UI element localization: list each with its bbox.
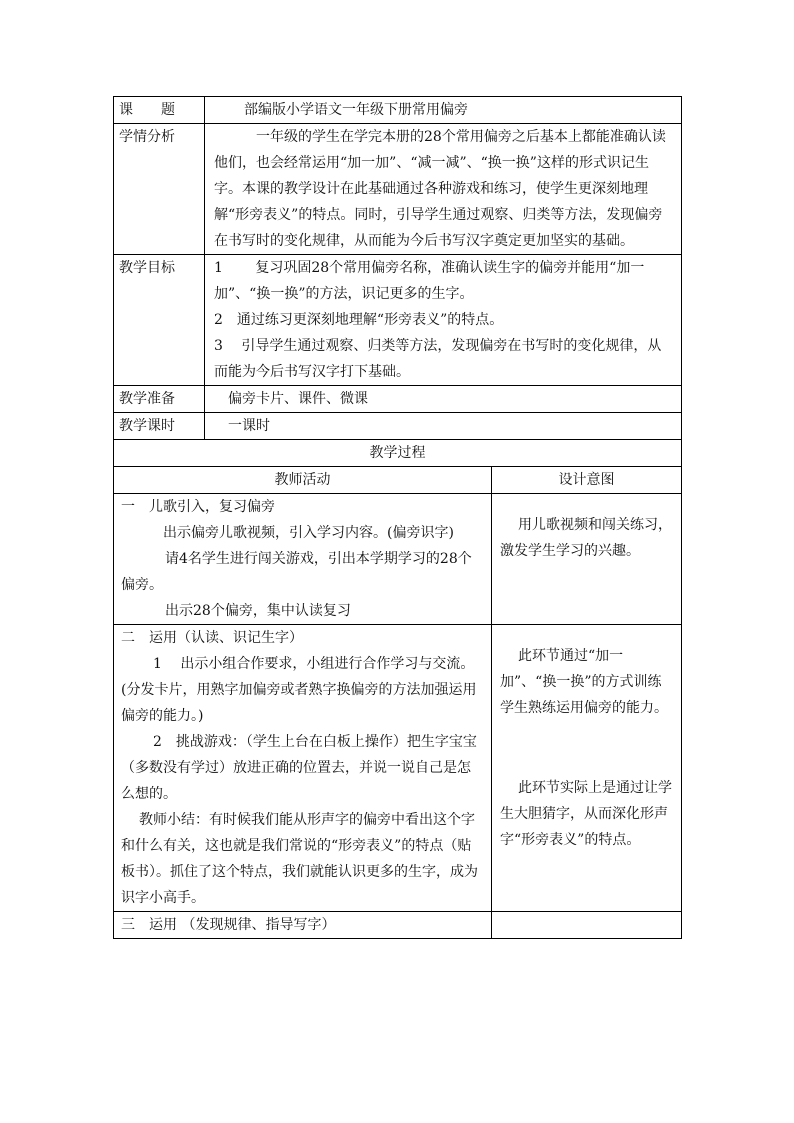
goal-item-1: 1 复习巩固28个常用偏旁名称，准确认读生字的偏旁并能用“加一加”、“换一换”的方法，识记更多的生字。	[214, 260, 645, 302]
lesson-plan-table	[113, 96, 682, 939]
section-1-para-2: 请4名学生进行闯关游戏，引出本学期学习的28个偏旁。	[121, 551, 472, 593]
design-intent-header: 设计意图	[492, 467, 682, 494]
topic-row	[114, 97, 682, 124]
section-3-heading: 三 运用 （发现规律、指导写字）	[114, 912, 492, 939]
analysis-row	[114, 124, 682, 255]
hours-label: 教学课时	[114, 413, 205, 440]
section-1-row	[114, 494, 682, 625]
section-2-heading: 二 运用（认读、识记生字）	[121, 630, 303, 646]
hours-row	[114, 413, 682, 440]
goal-item-3: 3 引导学生通过观察、归类等方法，发现偏旁在书写时的变化规律，从而能为今后书写汉字打下基础。	[214, 338, 662, 380]
process-header-row	[114, 467, 682, 494]
section-2-para-2: 2 挑战游戏：（学生上台在白板上操作）把生字宝宝（多数没有学过）放进正确的位置去，并说一说自己是怎么想的。	[121, 734, 477, 802]
topic-value: 部编版小学语文一年级下册常用偏旁	[205, 97, 682, 124]
hours-value: 一课时	[205, 413, 682, 440]
section-2-design-2: 此环节实际上是通过让学生大胆猜字，从而深化形声字“形旁表义”的特点。	[500, 780, 672, 848]
goals-row	[114, 255, 682, 386]
goal-item-2: 2 通过练习更深刻地理解“形旁表义”的特点。	[214, 312, 504, 328]
teacher-activity-header: 教师活动	[114, 467, 492, 494]
prep-row	[114, 386, 682, 413]
section-2-para-1: 1 出示小组合作要求，小组进行合作学习与交流。(分发卡片，用熟字加偏旁或者熟字换偏旁的方法加强运用偏旁的能力。)	[121, 656, 477, 724]
section-3-row	[114, 912, 682, 939]
analysis-text: 一年级的学生在学完本册的28个常用偏旁之后基本上都能准确认读他们，也会经常运用“加一加”、“减一减”、“换一换”这样的形式识记生字。本课的教学设计在此基础通过各种游戏和练习，使学生更深刻地理解“形旁表义”的特点。同时，引导学生通过观察、归类等方法，发现偏旁在书写时的变化规律，从而能为今后书写汉字奠定更加坚实的基础。	[214, 129, 666, 249]
process-title: 教学过程	[114, 440, 682, 467]
prep-value: 偏旁卡片、课件、微课	[205, 386, 682, 413]
analysis-label: 学情分析	[114, 124, 205, 255]
topic-label: 课 题	[114, 97, 205, 124]
prep-label: 教学准备	[114, 386, 205, 413]
section-1-design: 用儿歌视频和闯关练习，激发学生学习的兴趣。	[500, 517, 672, 559]
section-2-design-1: 此环节通过“加一加”、“换一换”的方式训练学生熟练运用偏旁的能力。	[500, 648, 668, 716]
section-2-para-3: 教师小结：有时候我们能从形声字的偏旁中看出这个字和什么有关，这也就是我们常说的“形旁表义”的特点（贴板书）。抓住了这个特点，我们就能认识更多的生字，成为识字小高手。	[121, 812, 478, 906]
section-2-row	[114, 625, 682, 912]
section-1-para-1: 出示偏旁儿歌视频，引入学习内容。(偏旁识字)	[163, 525, 454, 541]
section-1-para-3: 出示28个偏旁，集中认读复习	[165, 603, 351, 619]
goals-label: 教学目标	[114, 255, 205, 386]
process-title-row	[114, 440, 682, 467]
section-1-heading: 一 儿歌引入，复习偏旁	[121, 499, 275, 515]
